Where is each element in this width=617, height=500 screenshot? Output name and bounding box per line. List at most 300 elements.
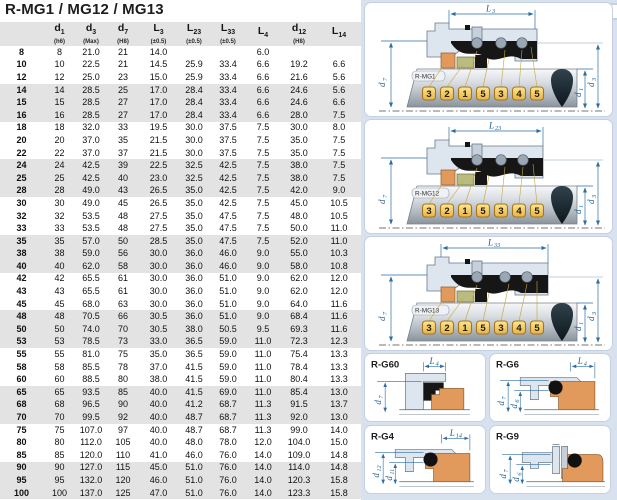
- value-cell: 26.5: [149, 185, 168, 196]
- value-cell: 6.6: [256, 59, 270, 70]
- value-cell: 14.0: [149, 46, 168, 57]
- dim-d6-label: d: [509, 404, 520, 409]
- size-cell: 58: [16, 361, 27, 372]
- value-cell: 15.0: [330, 437, 348, 448]
- value-cell: 12.0: [330, 273, 348, 284]
- value-cell: 48: [117, 210, 128, 221]
- value-cell: 63: [117, 298, 128, 309]
- seat-card-rg4: [364, 425, 486, 494]
- value-cell: 55: [54, 349, 65, 360]
- svg-text:1: 1: [578, 204, 585, 208]
- value-cell: 80: [117, 374, 128, 385]
- value-cell: 48: [117, 223, 128, 234]
- value-cell: 61: [117, 273, 128, 284]
- value-cell: 11.0: [254, 349, 272, 360]
- value-cell: 70: [54, 412, 65, 423]
- value-cell: 7.5: [332, 172, 346, 183]
- value-cell: 114.0: [288, 462, 310, 473]
- size-table-body: [0, 46, 361, 499]
- value-cell: 11.3: [254, 412, 272, 423]
- value-cell: 91.5: [290, 399, 308, 410]
- column-header-d7: $d_7$ (H8): [106, 22, 140, 46]
- value-cell: 12: [54, 71, 65, 82]
- svg-text:1: 1: [578, 87, 585, 91]
- value-cell: 12.3: [330, 336, 348, 347]
- value-cell: 28.5: [82, 84, 100, 95]
- value-cell: 14.0: [254, 449, 272, 460]
- value-cell: 36.0: [185, 248, 203, 259]
- value-cell: 76.0: [219, 474, 237, 485]
- table-row: [0, 424, 361, 437]
- value-cell: 62.0: [290, 286, 308, 297]
- value-cell: 23: [117, 71, 128, 82]
- table-row: [0, 273, 361, 286]
- value-cell: 51.0: [185, 474, 203, 485]
- model-label: R-MG12: [415, 190, 440, 198]
- value-cell: 104.0: [287, 437, 311, 448]
- value-cell: 30.5: [149, 311, 168, 322]
- callout-markers: [423, 321, 544, 334]
- dim-L4-label: L: [429, 355, 435, 366]
- value-cell: 14.0: [330, 424, 348, 435]
- table-row: [0, 210, 361, 223]
- svg-text:7: 7: [382, 311, 389, 315]
- value-cell: 13.3: [330, 349, 348, 360]
- size-cell: 95: [16, 474, 27, 485]
- value-cell: 123.3: [287, 487, 311, 498]
- value-cell: 69.0: [219, 386, 237, 397]
- value-cell: 78.5: [82, 336, 100, 347]
- value-cell: [317, 46, 361, 59]
- header-corner-cell: [0, 22, 43, 46]
- value-cell: 45.0: [149, 462, 168, 473]
- dim-d7-label: d: [377, 316, 387, 321]
- value-cell: 76.0: [219, 462, 237, 473]
- value-cell: 9.0: [256, 260, 270, 271]
- value-cell: 68: [54, 399, 65, 410]
- column-header-d12: $d_{12}$ (H8): [281, 22, 317, 46]
- size-cell: 33: [16, 223, 27, 234]
- value-cell: 59.0: [219, 374, 237, 385]
- svg-text:3: 3: [498, 206, 504, 217]
- size-cell: 15: [16, 97, 27, 108]
- value-cell: 28.5: [149, 235, 168, 246]
- seal-cross-section-rmg1: [365, 3, 612, 116]
- value-cell: 49.0: [82, 185, 100, 196]
- value-cell: 40.0: [149, 424, 168, 435]
- value-cell: 23.0: [149, 172, 168, 183]
- value-cell: 33.4: [219, 97, 237, 108]
- table-row: [0, 310, 361, 323]
- table-row: [0, 436, 361, 449]
- value-cell: 57.0: [82, 235, 100, 246]
- value-cell: 21.0: [82, 46, 100, 57]
- value-cell: 120.0: [79, 449, 103, 460]
- value-cell: 38.0: [149, 374, 168, 385]
- value-cell: 48: [54, 311, 65, 322]
- value-cell: 13.0: [330, 412, 348, 423]
- size-cell: 68: [16, 399, 27, 410]
- value-cell: 125: [115, 487, 131, 498]
- svg-text:3: 3: [498, 323, 504, 334]
- value-cell: 10.5: [330, 197, 348, 208]
- value-cell: 13.0: [330, 386, 348, 397]
- table-row: [0, 285, 361, 298]
- value-cell: 92: [117, 412, 128, 423]
- value-cell: 24: [54, 160, 65, 171]
- svg-text:3: 3: [426, 89, 432, 100]
- value-cell: 33.4: [219, 71, 237, 82]
- value-cell: 40.0: [149, 386, 168, 397]
- value-cell: 11.0: [254, 336, 272, 347]
- value-cell: 48.0: [185, 437, 203, 448]
- value-cell: 76.0: [219, 449, 237, 460]
- callout-markers: [423, 204, 544, 217]
- table-row: [0, 59, 361, 72]
- diagram-card-rmg1: [364, 2, 613, 117]
- value-cell: 7.5: [256, 210, 270, 221]
- svg-text:5: 5: [480, 206, 486, 217]
- value-cell: 36.5: [185, 349, 203, 360]
- value-cell: 74.0: [82, 323, 100, 334]
- size-cell: 100: [13, 487, 30, 498]
- value-cell: 9.0: [256, 248, 270, 259]
- value-cell: 7.5: [256, 160, 270, 171]
- value-cell: 15.8: [330, 474, 348, 485]
- value-cell: 43: [117, 185, 128, 196]
- size-cell: 35: [16, 235, 27, 246]
- value-cell: 32: [54, 210, 65, 221]
- value-cell: 36.0: [185, 260, 203, 271]
- dim-L33-label: L: [488, 237, 494, 248]
- value-cell: 42.5: [82, 160, 100, 171]
- size-cell: 12: [16, 71, 27, 82]
- value-cell: 68.7: [219, 412, 237, 423]
- table-row: [0, 298, 361, 311]
- dim-d7-label: d: [496, 401, 507, 406]
- table-row: [0, 348, 361, 361]
- svg-text:3: 3: [492, 8, 496, 15]
- value-cell: 28.5: [82, 109, 100, 120]
- value-cell: 21.5: [149, 147, 168, 158]
- dim-d1-label: d: [573, 209, 583, 214]
- value-cell: 97: [117, 424, 128, 435]
- dim-L3-label: L: [486, 3, 492, 14]
- value-cell: 16: [54, 109, 65, 120]
- value-cell: 45.0: [290, 197, 308, 208]
- value-cell: 99.5: [82, 412, 100, 423]
- size-cell: 53: [16, 336, 27, 347]
- dim-d12-label: d: [371, 473, 382, 478]
- value-cell: 78.4: [290, 361, 308, 372]
- svg-text:7: 7: [382, 194, 389, 198]
- value-cell: 52.0: [290, 235, 308, 246]
- value-cell: 38.0: [290, 160, 308, 171]
- value-cell: 25: [54, 172, 65, 183]
- value-cell: 59.0: [219, 349, 237, 360]
- value-cell: 58.0: [290, 260, 308, 271]
- value-cell: 50.0: [290, 223, 308, 234]
- value-cell: 6.6: [332, 59, 346, 70]
- value-cell: 37.0: [149, 361, 168, 372]
- value-cell: 120: [115, 474, 131, 485]
- value-cell: 22: [54, 147, 65, 158]
- value-cell: 37.5: [219, 122, 237, 133]
- svg-text:3: 3: [498, 89, 504, 100]
- table-row: [0, 122, 361, 135]
- value-cell: 35: [117, 134, 128, 145]
- size-cell: 50: [16, 323, 27, 334]
- table-row: [0, 386, 361, 399]
- value-cell: 39: [117, 160, 128, 171]
- value-cell: 33.4: [219, 59, 237, 70]
- value-cell: 14.8: [330, 449, 348, 460]
- value-cell: 40: [54, 260, 65, 271]
- value-cell: 40.0: [149, 437, 168, 448]
- svg-text:6: 6: [514, 399, 522, 403]
- value-cell: 28.5: [82, 97, 100, 108]
- value-cell: 55.0: [290, 248, 308, 259]
- table-row: [0, 399, 361, 412]
- dim-L14-label: L: [449, 427, 455, 438]
- svg-text:1: 1: [462, 89, 468, 100]
- value-cell: 68.0: [82, 298, 100, 309]
- value-cell: 13.3: [330, 361, 348, 372]
- size-cell: 14: [16, 84, 27, 95]
- value-cell: 37.0: [82, 134, 100, 145]
- value-cell: 90: [117, 399, 128, 410]
- value-cell: 7.5: [256, 197, 270, 208]
- value-cell: 11.6: [330, 298, 348, 309]
- value-cell: 35.0: [185, 235, 203, 246]
- value-cell: 48.0: [290, 210, 308, 221]
- value-cell: 61: [117, 286, 128, 297]
- value-cell: 120.3: [287, 474, 311, 485]
- value-cell: 33.0: [149, 336, 168, 347]
- value-cell: 76.0: [219, 487, 237, 498]
- value-cell: 45: [54, 298, 65, 309]
- column-header-L23: $L_{23}$ (±0.5): [177, 22, 211, 46]
- value-cell: 7.5: [256, 147, 270, 158]
- value-cell: 10: [54, 59, 65, 70]
- table-row: [0, 96, 361, 109]
- seat-panel-grid: [364, 353, 613, 494]
- value-cell: 26.5: [149, 197, 168, 208]
- dim-d3-label: d: [586, 82, 596, 87]
- value-cell: 85: [54, 449, 65, 460]
- value-cell: 42: [54, 273, 65, 284]
- value-cell: 14.0: [254, 487, 272, 498]
- seat-cross-section-rg4: [365, 426, 485, 493]
- value-cell: 35.0: [290, 147, 308, 158]
- table-row: [0, 336, 361, 349]
- value-cell: 13.7: [330, 399, 348, 410]
- value-cell: 15.8: [330, 487, 348, 498]
- value-cell: 37.0: [82, 147, 100, 158]
- svg-text:R-G60: R-G60: [371, 359, 400, 371]
- value-cell: 28.4: [185, 97, 203, 108]
- value-cell: 11.0: [330, 223, 348, 234]
- size-cell: 8: [18, 46, 24, 57]
- value-cell: 66: [117, 311, 128, 322]
- svg-text:7: 7: [501, 396, 509, 400]
- seat-cross-section-rg6: [490, 354, 610, 421]
- table-row: [0, 197, 361, 210]
- size-cell: 16: [16, 109, 27, 120]
- value-cell: 13.3: [330, 374, 348, 385]
- table-row: [0, 172, 361, 185]
- seat-card-rg6: [489, 353, 611, 422]
- table-row: [0, 84, 361, 97]
- value-cell: 33.4: [219, 84, 237, 95]
- value-cell: 53: [54, 336, 65, 347]
- value-cell: 92.0: [290, 412, 308, 423]
- value-cell: 41.5: [185, 374, 203, 385]
- value-cell: 99.0: [290, 424, 308, 435]
- value-cell: 85: [117, 386, 128, 397]
- value-cell: 36.0: [185, 311, 203, 322]
- value-cell: 21.6: [290, 71, 308, 82]
- svg-text:7: 7: [378, 395, 386, 399]
- dim-d7-label: d: [377, 199, 387, 204]
- value-cell: 37.5: [219, 134, 237, 145]
- svg-text:1: 1: [462, 206, 468, 217]
- value-cell: 62.0: [290, 273, 308, 284]
- dim-d1-label: d: [573, 326, 583, 331]
- value-cell: 75.4: [290, 349, 308, 360]
- value-cell: 11.3: [254, 424, 272, 435]
- svg-text:3: 3: [426, 323, 432, 334]
- value-cell: 36.0: [185, 298, 203, 309]
- value-cell: 58: [117, 260, 128, 271]
- value-cell: 17.0: [149, 109, 168, 120]
- value-cell: 47.5: [219, 223, 237, 234]
- value-cell: 28.4: [185, 84, 203, 95]
- svg-text:7: 7: [503, 469, 511, 473]
- svg-text:5: 5: [480, 89, 486, 100]
- value-cell: 65.5: [82, 273, 100, 284]
- value-cell: 20: [54, 134, 65, 145]
- value-cell: 78: [117, 361, 128, 372]
- value-cell: 40: [117, 172, 128, 183]
- callout-markers: [423, 87, 544, 100]
- value-cell: 50.5: [219, 323, 237, 334]
- value-cell: 30.0: [290, 122, 308, 133]
- value-cell: 33.4: [219, 109, 237, 120]
- table-row: [0, 487, 361, 500]
- value-cell: 30.0: [149, 273, 168, 284]
- value-cell: 9.0: [256, 298, 270, 309]
- value-cell: 50: [117, 235, 128, 246]
- svg-text:1: 1: [462, 323, 468, 334]
- svg-text:R-G4: R-G4: [371, 431, 394, 443]
- value-cell: 27: [117, 109, 128, 120]
- value-cell: 42.5: [219, 172, 237, 183]
- value-cell: 15: [54, 97, 65, 108]
- column-header-L33: $L_{33}$ (±0.5): [211, 22, 245, 46]
- value-cell: 7.5: [332, 109, 346, 120]
- diagram-card-rmg13: [364, 236, 613, 351]
- value-cell: 127.0: [79, 462, 103, 473]
- size-cell: 90: [16, 462, 27, 473]
- value-cell: 59.0: [82, 248, 100, 259]
- value-cell: 12.0: [330, 286, 348, 297]
- value-cell: 7.5: [332, 134, 346, 145]
- value-cell: 35.0: [185, 223, 203, 234]
- value-cell: 11.0: [330, 235, 348, 246]
- value-cell: 48.7: [185, 412, 203, 423]
- size-cell: 60: [16, 374, 27, 385]
- value-cell: 7.5: [332, 160, 346, 171]
- o-ring-icon: [568, 453, 582, 467]
- svg-text:4: 4: [516, 323, 522, 334]
- value-cell: 10.3: [330, 248, 348, 259]
- value-cell: 5.6: [332, 71, 346, 82]
- value-cell: 40.0: [149, 412, 168, 423]
- value-cell: 27.5: [149, 210, 168, 221]
- value-cell: 33: [117, 122, 128, 133]
- value-cell: 75: [117, 349, 128, 360]
- dim-d1-label: d: [573, 92, 583, 97]
- value-cell: 22.5: [82, 59, 100, 70]
- value-cell: 70.5: [82, 311, 100, 322]
- svg-text:23: 23: [495, 125, 502, 132]
- value-cell: 41.5: [185, 361, 203, 372]
- value-cell: 96.5: [82, 399, 100, 410]
- value-cell: 115: [115, 462, 131, 473]
- svg-text:12: 12: [376, 465, 384, 472]
- value-cell: [211, 46, 245, 59]
- value-cell: 11.0: [254, 374, 272, 385]
- value-cell: 85.5: [82, 361, 100, 372]
- svg-text:3: 3: [591, 194, 598, 198]
- value-cell: 14.0: [254, 462, 272, 473]
- seat-cross-section-rg9: [490, 426, 610, 493]
- value-cell: 7.5: [256, 223, 270, 234]
- value-cell: 36.0: [185, 286, 203, 297]
- svg-text:5: 5: [534, 323, 540, 334]
- value-cell: 78.0: [219, 437, 237, 448]
- table-row: [0, 235, 361, 248]
- value-cell: 51.0: [219, 311, 237, 322]
- value-cell: 7.5: [332, 147, 346, 158]
- value-cell: 53.5: [82, 210, 100, 221]
- value-cell: 30.0: [149, 286, 168, 297]
- value-cell: 25: [117, 84, 128, 95]
- seat-cross-section-rg60: [365, 354, 485, 421]
- value-cell: 65.5: [82, 286, 100, 297]
- value-cell: 9.0: [256, 273, 270, 284]
- table-row: [0, 109, 361, 122]
- value-cell: 75: [54, 424, 65, 435]
- column-header-L3: $L_3$ (±0.5): [140, 22, 177, 46]
- value-cell: 21: [117, 59, 128, 70]
- size-cell: 32: [16, 210, 27, 221]
- table-row: [0, 260, 361, 273]
- value-cell: 30.0: [149, 248, 168, 259]
- column-header-d3: $d_3$ (Max): [76, 22, 106, 46]
- value-cell: 6.6: [256, 84, 270, 95]
- value-cell: 41.2: [185, 399, 203, 410]
- table-row: [0, 159, 361, 172]
- value-cell: 81.0: [82, 349, 100, 360]
- value-cell: 11.6: [330, 311, 348, 322]
- value-cell: 19.2: [290, 59, 308, 70]
- value-cell: 7.5: [256, 235, 270, 246]
- table-row: [0, 323, 361, 336]
- size-cell: 45: [16, 298, 27, 309]
- svg-text:4: 4: [516, 89, 522, 100]
